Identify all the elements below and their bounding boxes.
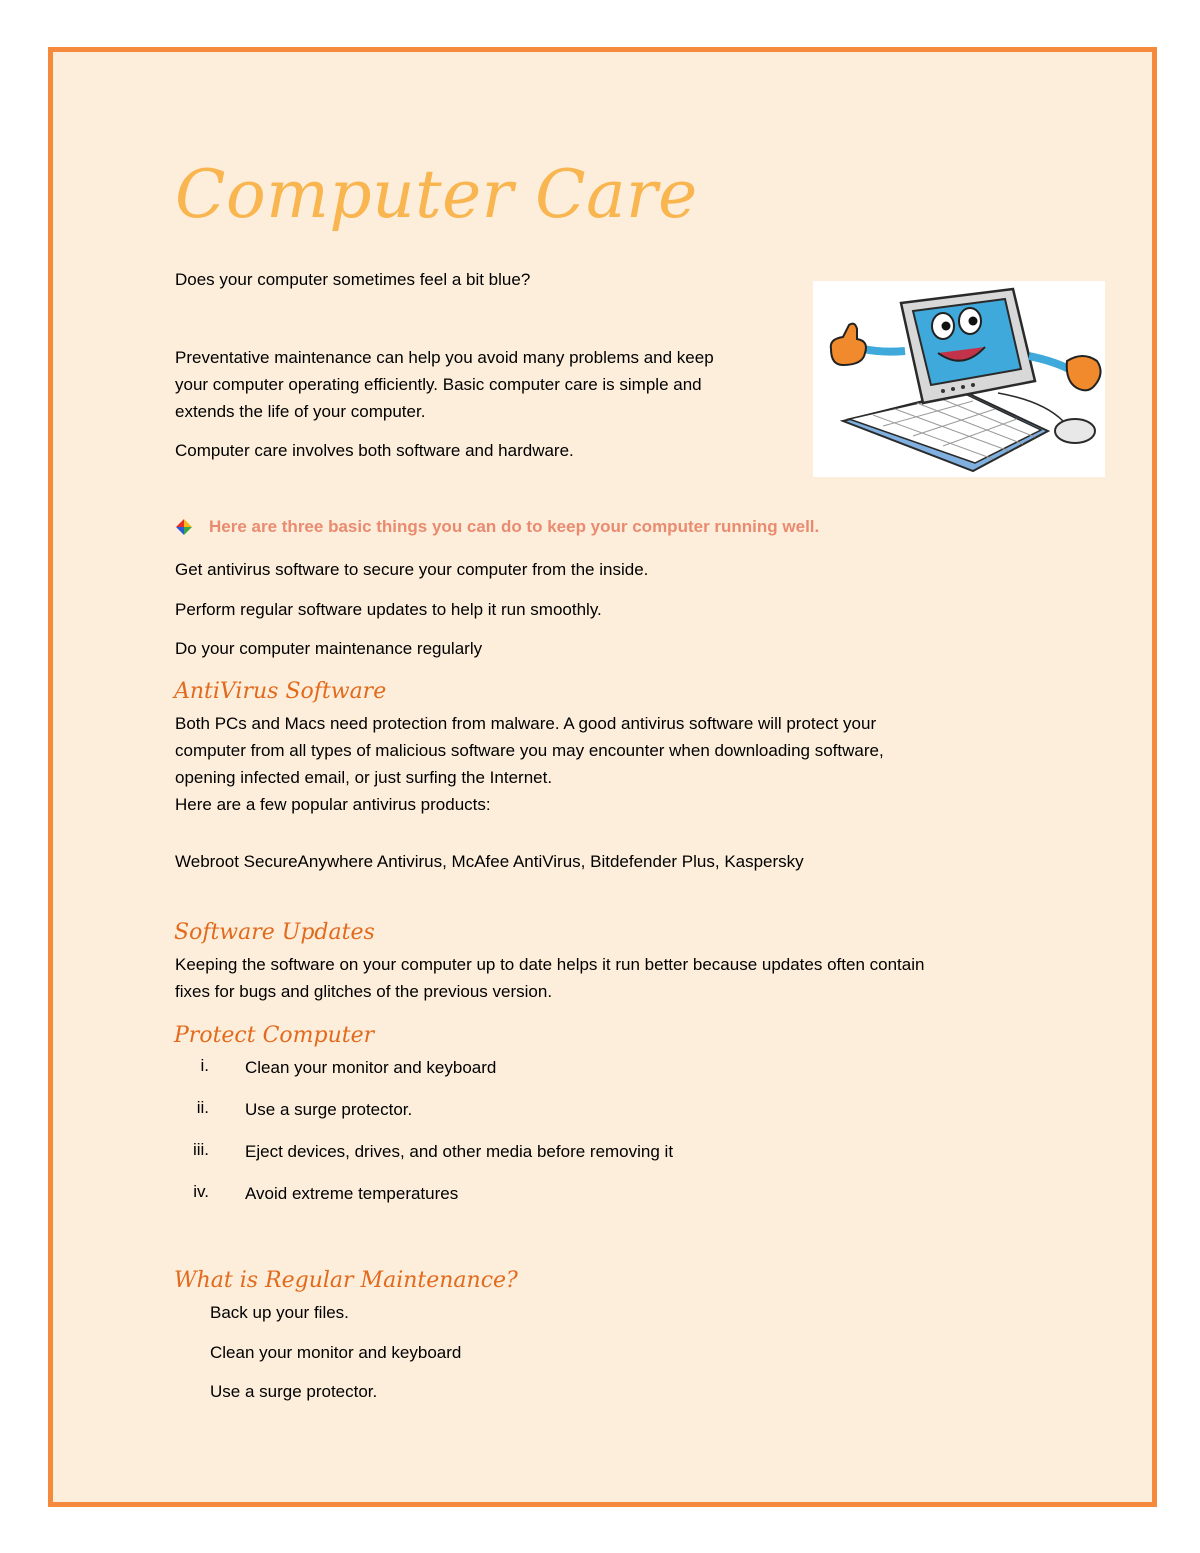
protect-item: Clean your monitor and keyboard: [245, 1058, 497, 1077]
antivirus-heading: AntiVirus Software: [174, 679, 387, 704]
antivirus-line: Here are a few popular antivirus products:: [175, 795, 491, 814]
protect-item: Use a surge protector.: [245, 1100, 413, 1119]
list-numeral: i.: [200, 1056, 209, 1075]
intro-question: Does your computer sometimes feel a bit blue?: [175, 270, 531, 289]
maintenance-item: Back up your files.: [210, 1303, 349, 1322]
protect-item: Avoid extreme temperatures: [245, 1184, 459, 1203]
basics-item: Get antivirus software to secure your computer from the inside.: [175, 560, 649, 579]
basics-item: Perform regular software updates to help it run smoothly.: [175, 600, 602, 619]
basics-item: Do your computer maintenance regularly: [175, 639, 483, 658]
antivirus-line: Both PCs and Macs need protection from malware. A good antivirus software will protect your: [175, 714, 877, 733]
maintenance-item: Use a surge protector.: [210, 1382, 378, 1401]
maintenance-item: Clean your monitor and keyboard: [210, 1343, 462, 1362]
protect-item: Eject devices, drives, and other media before removing it: [245, 1142, 674, 1161]
intro-paragraph-line: your computer operating efficiently. Basic computer care is simple and: [175, 375, 702, 394]
four-color-diamond-bullet-icon: [175, 518, 197, 540]
updates-line: Keeping the software on your computer up to date helps it run better because updates often contain: [175, 955, 925, 974]
maintenance-heading: What is Regular Maintenance?: [174, 1268, 518, 1293]
updates-paragraph: [175, 951, 924, 1005]
intro-paragraph-line: Preventative maintenance can help you avoid many problems and keep: [175, 348, 714, 367]
updates-heading: Software Updates: [174, 920, 375, 945]
document-page: [48, 47, 1157, 1507]
list-numeral: iii.: [192, 1140, 209, 1159]
intro-paragraph: [175, 344, 714, 425]
cartoon-computer-thumbs-up-icon: [813, 281, 1105, 477]
list-numeral: ii.: [196, 1098, 209, 1117]
antivirus-products: Webroot SecureAnywhere Antivirus, McAfee AntiVirus, Bitdefender Plus, Kaspersky: [175, 852, 804, 871]
antivirus-paragraph: [175, 710, 884, 818]
updates-line: fixes for bugs and glitches of the previous version.: [175, 982, 553, 1001]
page-title: Computer Care: [175, 156, 698, 233]
intro-summary: Computer care involves both software and hardware.: [175, 441, 574, 460]
callout-text: Here are three basic things you can do to keep your computer running well.: [209, 517, 820, 536]
intro-paragraph-line: extends the life of your computer.: [175, 402, 426, 421]
antivirus-line: computer from all types of malicious software you may encounter when downloading software,: [175, 741, 884, 760]
protect-heading: Protect Computer: [174, 1023, 375, 1048]
list-numeral: iv.: [193, 1182, 209, 1201]
antivirus-line: opening infected email, or just surfing the Internet.: [175, 768, 553, 787]
